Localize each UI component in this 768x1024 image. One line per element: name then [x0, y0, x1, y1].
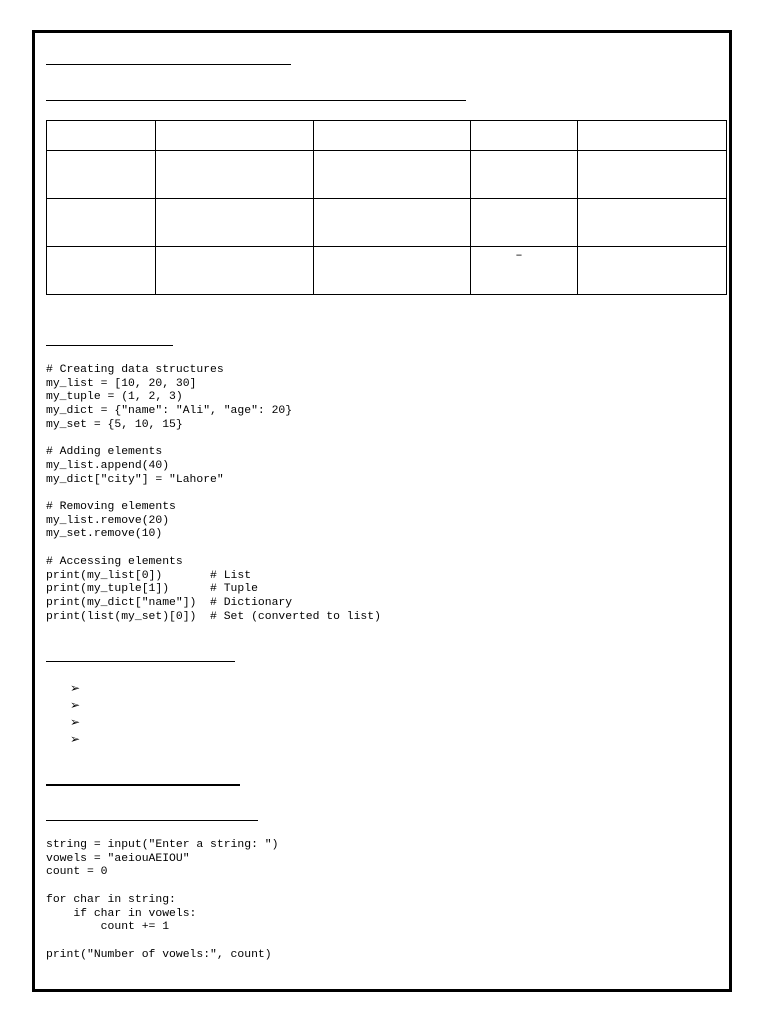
table-cell [578, 199, 727, 247]
table-row [47, 151, 727, 199]
heading-underline-5 [46, 784, 240, 786]
table-cell [471, 199, 578, 247]
list-item-bullet: ➢ [70, 715, 81, 729]
code-block-vowel-count: string = input("Enter a string: ") vowels = "aeiouAEIOU" count = 0 for char in string: if char in vowels: count += 1 print("Number of vowels:", count) [46, 839, 279, 961]
heading-underline-1 [46, 64, 291, 65]
table-row [47, 199, 727, 247]
heading-underline-3 [46, 345, 173, 346]
dash-mark: – [515, 248, 523, 262]
table-cell [471, 247, 578, 295]
heading-underline-4 [46, 661, 235, 662]
table-cell [471, 151, 578, 199]
bullet-list [70, 680, 80, 748]
table-cell [314, 199, 471, 247]
table-cell [314, 121, 471, 151]
table-cell [47, 199, 156, 247]
table-cell [156, 247, 314, 295]
list-item-bullet: ➢ [70, 698, 81, 712]
table-cell [578, 121, 727, 151]
table-cell [156, 121, 314, 151]
heading-underline-2 [46, 100, 466, 101]
code-block-data-structures: # Creating data structures my_list = [10, 20, 30] my_tuple = (1, 2, 3) my_dict = {"name": "Ali", "age": 20} my_set = {5, 10, 15} # Adding elements my_list.append(40) my_dict["city"] = "Lahore" # Removing elements my_list.remove(20) my_set.remove(10) # Accessing elements print(my_list[0]) # List print(my_tuple[1]) # Tuple print(my_dict["name"]) # Dictionary print(list(my_set)[0]) # Set (converted to list) [46, 364, 381, 623]
table-cell [578, 247, 727, 295]
table-cell [314, 151, 471, 199]
table-cell [47, 121, 156, 151]
table-cell [578, 151, 727, 199]
table-row [47, 121, 727, 151]
heading-underline-6 [46, 820, 258, 821]
table-cell [314, 247, 471, 295]
table-cell [156, 151, 314, 199]
table-cell [471, 121, 578, 151]
list-item-bullet: ➢ [70, 732, 81, 746]
list-item-bullet: ➢ [70, 681, 81, 695]
table-cell [47, 247, 156, 295]
table-cell [156, 199, 314, 247]
comparison-table [46, 120, 727, 295]
table-cell [47, 151, 156, 199]
table-row [47, 247, 727, 295]
